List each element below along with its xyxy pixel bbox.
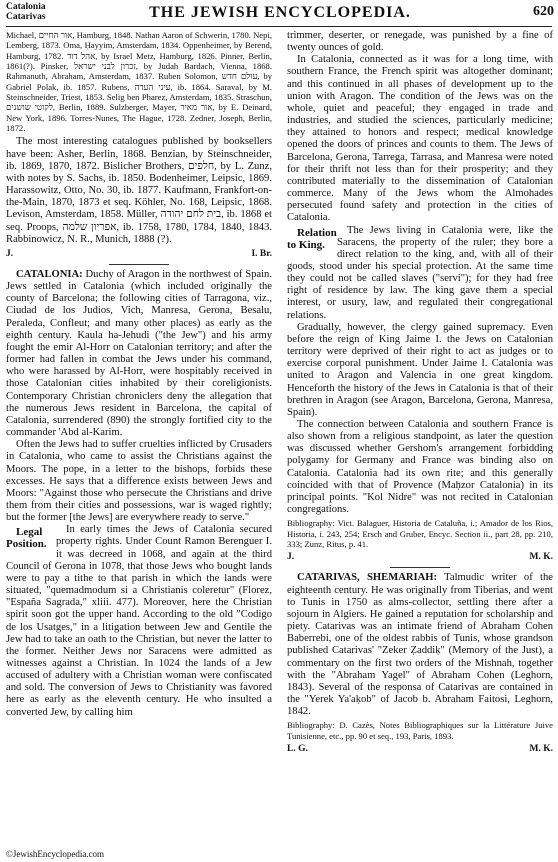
bibliography-catalonia: Bibliography: Vict. Balaguer, Historia de Cataluña, i.; Amador de los Rios, Historia, i. 243, 254; Ersch and Gruber, Encyc. Section ii., part 28, pp. 210, 333; Zunz, Ritus, p. 41. [287,518,553,549]
running-head-line1: Catalonia [6,2,46,12]
entry-divider [109,264,169,265]
catarivas-paragraph [287,572,553,718]
paragraph-connected: In Catalonia, connected as it was for a long time, with southern France, the French spirit was altogether dominant; and this continued in all phases of development up to the union with Aragon. The condition of the Jews was on the whole, quiet and peaceful; they engaged in trade and industries, and studied the sciences, particularly medicine; they attained to honors and respect; medical knowledge opened the doors of princes and counts to them. The Jews of Barcelona, Gerona, Tarrega, Tarrasa, and Manresa were noted for their thrift not less than for their prosperity; and they contributed materially to the dissemination of Catalonian commerce. Many of the Jews whom the Almohades persecuted found safety and protection in the cities of Catalonia. [287,54,553,224]
sidenote-relation-to-king: Relation to King. [287,226,337,251]
signature-2 [287,551,553,563]
signature-author: I. Br. [251,248,272,259]
page-title: THE JEWISH ENCYCLOPEDIA. [149,4,411,21]
catalonia-text-1: Duchy of Aragon in the northwest of Spain. Jews settled in Catalonia (which included originally the county of Barcelona; the following cities of Tarragona, viz., Ciudad de los Judios, Vich, Manresa, Gerona, Besalu, Peraleda, Confleut; and many other places) as early as the eighth century. Kaula ha-Jehudi ("the Jew") and his army fought the emir Al-Horr on Catalonian territory; and after the former had fallen in combat the Jews under his command, who were harassed by Al-Horr, were hospitably received in those Catalonian cities inhabited by their coreligionists. Contemporary Christian chroniclers deny the allegation that the numerous Jews resident in Barcelona, the capital of Catalonia, surrendered (890) the strongly fortified city to the commander 'Abd al-Karim. [6,269,272,439]
bibliography-catarivas: Bibliography: D. Cazès, Notes Bibliographiques sur la Littérature Juive Tunisienne, etc., pp. 90 et seq., 193, Paris, 1893. [287,720,553,741]
signature-3 [287,743,553,755]
bibliography-continued: Michael, אור החיים, Hamburg, 1848. Nathan Aaron of Schwerin, 1780. Nepi, Lemberg, 1873. Oma, Ḥayyim, Amsterdam, 1834. Oppenheimer, by Berend, Hamburg, 1782. אהל דוד, by Israel Metz, Hamburg, 1826. Pinner, Berlin, 1861(?). Pinsker, זכרון לבני ישראל, by Judah Bardach, Vienna, 1868. Rahmanuth, Abraham, Amsterdam, 1837. Ruben Solomon, עולם חדש, by Gabriel Polak, ib. 1857. Rubens, עיני העדה, ib. 1864. Saraval, by M. Steinschneider, Triest, 1853. Selig ben Pharez, Amsterdam, 1835. Straschun, לקוטי שושנים, Berlin, 1889. Sulzberger, Mayer, אור מאיר, by E. Deinard, New York, 1896. Torres-Nunes, The Hague, 1728. Zedner, Joseph, Berlin, 1872. [6,30,272,134]
catalonia-paragraph-3 [6,524,272,719]
header-rule [6,26,552,27]
signature-initials: L. G. [287,744,308,754]
paragraph-jews-living [287,225,553,322]
catarivas-text: Talmudic writer of the eighteenth century. He was originally from Tiberias, and went to Tunis in 1750 as alms-collector, settling there after a sojourn in Algiers. He gained a reputation for scholarship and piety. Catarivas was an intimate friend of Abraham Cohen Baberrebi, one of the oldest rabbis of Tunis, whose grandson published Catarivas' "Zeker Ẓaddiḳ" (Memory of the Just), a commentary on the first two orders of the Mishnah, together with the "Abraham Yagel" of Abraham Cohen (Leghorn, 1843). Several of the responsa of Catarivas are contained in the "Yerek Ya'aḳob" of Jacob b. Abraham Faitosi, Leghorn, 1842. [287,572,553,718]
paragraph-connection: The connection between Catalonia and southern France is also shown from a religious standpoint, as later the question was discussed whether Gershom's arrangement forbidding polygamy for Germany and France was binding also on Catalonia. Catalonia had its own rite; and this generally coincided with that of Provence (Maḥzor Catalonia) in its principal points. "Kol Nidre" was not recited in Catalonian congregations. [287,419,553,516]
entry-divider [390,567,450,568]
right-column [287,30,553,759]
signature-author: M. K. [529,744,553,754]
left-column [6,30,272,719]
signature-1 [6,248,272,260]
entry-title-catarivas: CATARIVAS, SHEMARIAH: [297,572,438,584]
signature-author: M. K. [529,552,553,563]
footer-credit: ©JewishEncyclopedia.com [6,849,105,859]
entry-title-catalonia: CATALONIA: [16,269,83,280]
jews-living-text: The Jews living in Catalonia were, like the Saracens, the property of the ruler; they bore a direct relation to the king, and, with all of their goods, stood under his special protection. At the same time they could not be called slaves ("servi"); for they had free right of residence by law. The king gave them a special interest, or usury, law, and regulated their congregational relations. [287,224,553,321]
catalogues-paragraph: The most interesting catalogues published by booksellers have been: Asher, Berlin, 1868. Benzian, by Steinschneider, ib. 1869, 1870, 1872. Bislicher Brothers, חלפים, by L. Zunz, with notes by S. Sachs, ib. 1850. Bodenheimer, Leipsic, 1869. Harassowitz, Otto, No. 30, ib. 1877. Kaufmann, Frankfort-on-the-Main, 1870, 1873 et seq. Köhler, No. 168, Leipsic, 1868. Levison, Amsterdam, 1858. Müller, בית לחם יהודה, ib. 1868 et seq. Proops, אפריון שלמה, ib. 1758, 1780, 1784, 1840, 1843. Rabbinowicz, N. R., Munich, 1888 (?). [6,136,273,245]
sidenote-legal-position: Legal Position. [6,526,47,551]
catalonia-text-3: In early times the Jews of Catalonia secured property rights. Under Count Ramon Berenguer I. it was decreed in 1068, and again at the third Council of Gerona in 1078, that those Jews who bought lands were to pay a tithe to that parish in which the lands were situated, "quemadmodum si a Christianis coleretur" (Florez, "España Sagrada," xliii. 477). Moreover, here the Christian spirit soon got the upper hand. According to the old "Codigo de los Usatges," in a litigation between Jew and Gentile the Jew had to take an oath to the Christian, but never the latter to the former. Neither Jews nor Saracens were admitted as witnesses against a Christian. In 1024 the lands of a Jew accused of adultery with a Christian woman were confiscated and sold. The conversion of Jews to Christianity was favored here as early as the eleventh century. He who insulted a converted Jew, by calling him [6,524,272,718]
signature-initials: J. [287,552,295,563]
signature-initials: J. [6,248,14,259]
paragraph-gradually: Gradually, however, the clergy gained supremacy. Even before the reign of King Jaime I. the Jews on Catalonian territory were deprived of their right to act as judges or to exercise corporal punishment. Under Jaime I. Catalonia was united to Aragon and Valencia in one great kingdom. Henceforth the history of the Jews in Catalonia is that of their brethren in Aragon (see Aragon, Barcelona, Gerona, Manresa, Spain). [287,321,553,418]
page-header [6,2,554,28]
running-head-line2: Catarivas [6,12,46,22]
page-number: 620 [533,4,554,19]
catalonia-paragraph-1 [6,269,272,439]
catalonia-paragraph-2: Often the Jews had to suffer cruelties inflicted by Crusaders in Catalonia, who came to assist the Christians against the Moors. The pope, in a letter to the bishops, forbids these excesses. He says that a difference exists between Jews and Moors: "Against those who persecute the Christians and drive them from their cities and possessions, war is waged rightly; but the former [the Jews] are everywhere ready to serve." [6,439,272,524]
continued-paragraph: trimmer, deserter, or renegade, was punished by a fine of twenty ounces of gold. [287,30,553,54]
